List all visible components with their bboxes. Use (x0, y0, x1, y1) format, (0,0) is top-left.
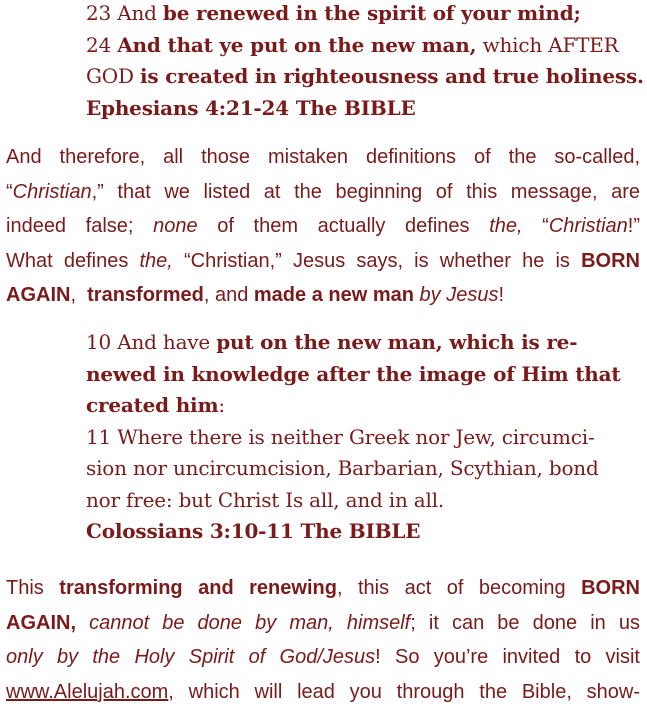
body-bold: transforming and renewing (59, 577, 337, 599)
verse-10-line-3 (86, 390, 642, 422)
verse-24-line-2 (86, 61, 642, 93)
body-text: , (70, 284, 76, 306)
body-bold: BORN (581, 577, 640, 599)
verse-emphasis: put on the new man, which is re- (216, 330, 577, 354)
body-italic: Christian (13, 181, 92, 203)
body-italic: Christian (549, 215, 628, 237)
body-text: ! (498, 284, 504, 306)
body-text: “ (6, 181, 13, 203)
body-text: What defines (6, 250, 128, 272)
verse-10-line-2 (86, 359, 642, 391)
body-italic: by Jesus (420, 284, 499, 306)
verse-text: : (218, 393, 225, 417)
verse-11-line-2: sion nor uncircumcision, Barbarian, Scythian, bond (86, 453, 642, 485)
body-text: ; it can be done in us (410, 612, 640, 634)
verse-23-line (86, 0, 642, 30)
para2-line-2 (6, 606, 640, 641)
body-text: !” (628, 215, 640, 237)
body-bold: AGAIN, (6, 612, 76, 634)
para1-line-1 (6, 140, 640, 175)
paragraph-2 (6, 571, 640, 709)
body-italic: only by the Holy Spirit of God/Jesus (6, 646, 375, 668)
para2-line-1 (6, 571, 640, 606)
body-text: And therefore, all those mistaken definitions of the so-called, (6, 146, 640, 168)
body-text: of them actually defines (217, 215, 469, 237)
verse-text: 10 And have (86, 330, 210, 354)
para1-line-2 (6, 175, 640, 210)
verse-11-line-3: nor free: but Christ Is all, and in all. (86, 485, 642, 517)
verse-emphasis: is created in righteousness and true holiness. (140, 64, 644, 88)
body-text: , which will lead you through the Bible, show- (168, 681, 640, 703)
verse-text: 23 And (86, 1, 157, 25)
verse-24-line (86, 30, 642, 62)
body-text: indeed false; (6, 215, 133, 237)
colossians-passage (86, 327, 642, 548)
para2-line-3 (6, 640, 640, 675)
verse-11-line-1: 11 Where there is neither Greek nor Jew, circumci- (86, 422, 642, 454)
paragraph-1 (6, 140, 640, 313)
body-bold: AGAIN (6, 284, 70, 306)
body-bold: made a new man (254, 284, 414, 306)
verse-10-line-1 (86, 327, 642, 359)
body-italic: the, (139, 250, 172, 272)
verse-text: 24 (86, 33, 111, 57)
body-italic: cannot be done by man, himself (89, 612, 410, 634)
body-text: , this act of becoming (337, 577, 566, 599)
body-bold: BORN (581, 250, 640, 272)
website-link[interactable]: www.Alelujah.com (6, 681, 168, 703)
body-italic: none (153, 215, 198, 237)
body-bold: transformed (87, 284, 204, 306)
body-text: , and (204, 284, 248, 306)
para2-line-4 (6, 675, 640, 709)
verse-emphasis: be renewed in the spirit of your mind; (163, 1, 581, 25)
scripture-reference: Colossians 3:10-11 The BIBLE (86, 516, 642, 548)
body-text: This (6, 577, 44, 599)
para1-line-3 (6, 209, 640, 244)
verse-emphasis: created him (86, 393, 218, 417)
body-text: ! So you’re invited to visit (375, 646, 640, 668)
body-italic: the, (489, 215, 522, 237)
ephesians-passage (86, 0, 642, 124)
verse-emphasis: newed in knowledge after the image of Him that (86, 362, 620, 386)
para1-line-5 (6, 278, 640, 313)
scripture-reference: Ephesians 4:21-24 The BIBLE (86, 93, 642, 125)
body-text: “Christian,” Jesus says, is whether he is (184, 250, 570, 272)
verse-text: which AFTER (483, 33, 619, 57)
body-text: ,” that we listed at the beginning of this message, are (92, 181, 640, 203)
para1-line-4 (6, 244, 640, 279)
body-text: “ (542, 215, 549, 237)
verse-emphasis: And that ye put on the new man, (117, 33, 476, 57)
verse-text: GOD (86, 64, 134, 88)
